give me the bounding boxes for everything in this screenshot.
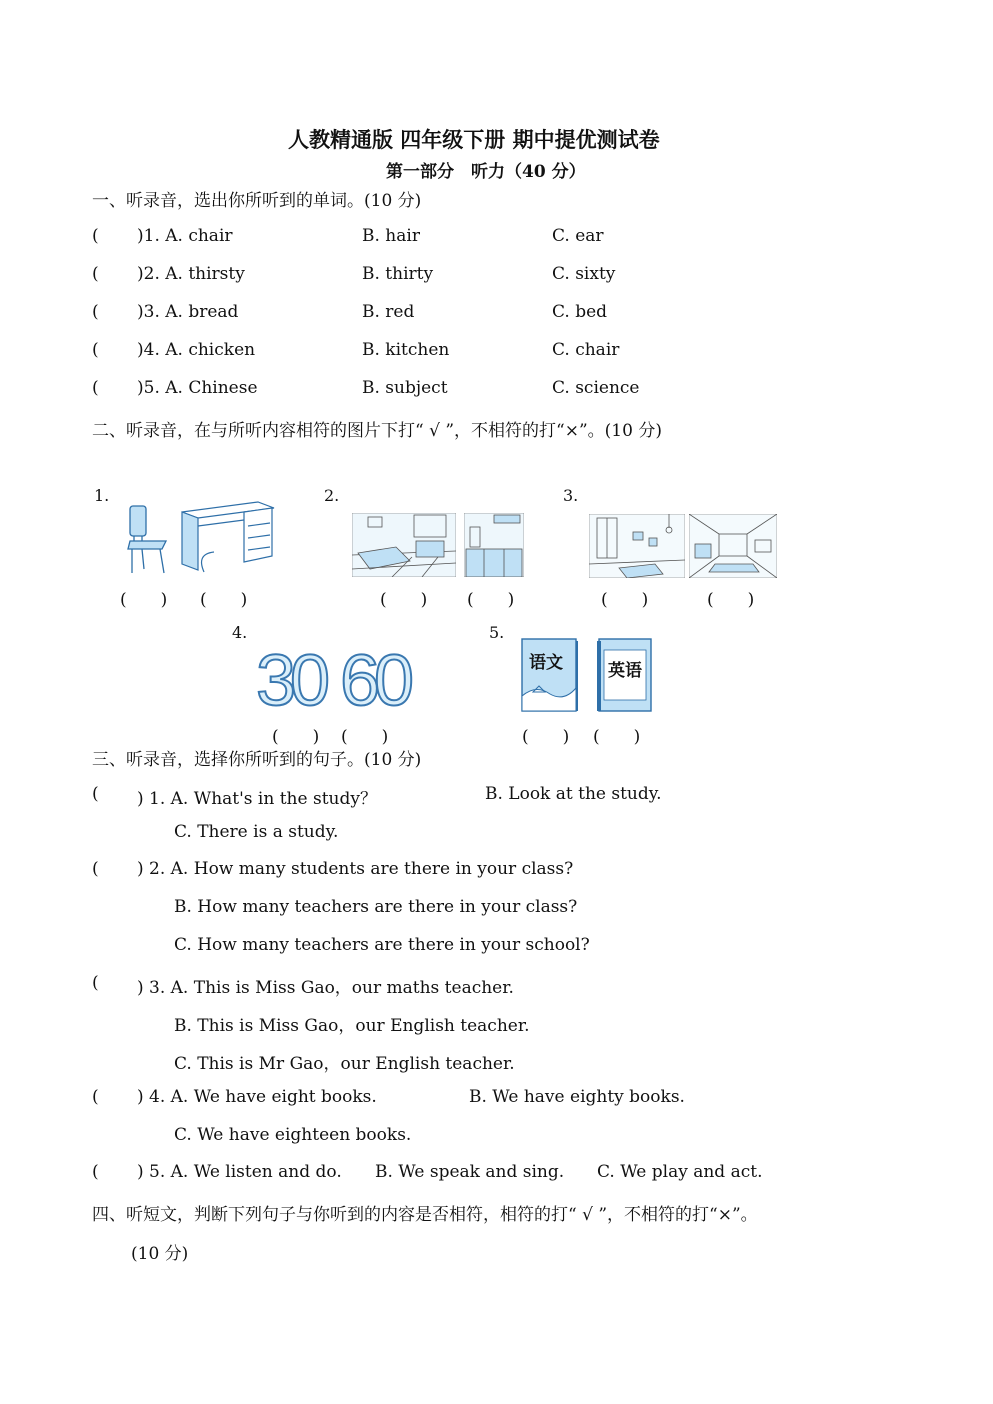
kitchen-picture bbox=[464, 513, 524, 577]
answer-paren[interactable]: ( bbox=[92, 1087, 99, 1107]
answer-blank-5a[interactable]: ( ) bbox=[522, 727, 570, 747]
s3-option-b: B. This is Miss Gao，our English teacher. bbox=[174, 1016, 530, 1036]
s1-option-c: C. There is a study. bbox=[174, 822, 339, 842]
s2-option-a: ) 2. A. How many students are there in your class? bbox=[137, 859, 574, 879]
part3-heading: 三、听录音，选择你所听到的句子。(10 分) bbox=[92, 750, 422, 770]
answer-paren[interactable]: ( bbox=[92, 226, 99, 246]
chinese-book-picture bbox=[521, 638, 579, 714]
answer-blank-5b[interactable]: ( ) bbox=[593, 727, 641, 747]
book-title-english: 英语 bbox=[608, 661, 642, 681]
answer-blank-3a[interactable]: ( ) bbox=[601, 590, 649, 610]
answer-paren[interactable]: ( bbox=[92, 302, 99, 322]
number-60: 60 bbox=[340, 641, 409, 721]
bedroom-picture bbox=[352, 513, 456, 577]
s4-option-a: ) 4. A. We have eight books. bbox=[137, 1087, 377, 1107]
answer-blank-2b[interactable]: ( ) bbox=[467, 590, 515, 610]
answer-blank-3b[interactable]: ( ) bbox=[707, 590, 755, 610]
s5-option-c: C. We play and act. bbox=[597, 1162, 763, 1182]
part4-score: (10 分) bbox=[131, 1244, 189, 1264]
q5-option-c: C. science bbox=[552, 378, 640, 398]
s3-option-c: C. This is Mr Gao，our English teacher. bbox=[174, 1054, 515, 1074]
q2-option-b: B. thirty bbox=[362, 264, 434, 284]
q1-option-a: )1. A. chair bbox=[137, 226, 233, 246]
part2-heading: 二、听录音，在与所听内容相符的图片下打“ √ ”，不相符的打“×”。(10 分) bbox=[92, 421, 662, 441]
s4-option-c: C. We have eighteen books. bbox=[174, 1125, 412, 1145]
q4-option-b: B. kitchen bbox=[362, 340, 450, 360]
bathroom-picture bbox=[589, 514, 685, 578]
part4-heading: 四、听短文，判断下列句子与你听到的内容是否相符，相符的打“ √ ”，不相符的打“×”。 bbox=[92, 1205, 758, 1225]
q2-option-a: )2. A. thirsty bbox=[137, 264, 245, 284]
s2-option-c: C. How many teachers are there in your school? bbox=[174, 935, 590, 955]
s3-option-a: ) 3. A. This is Miss Gao，our maths teacher. bbox=[137, 978, 514, 998]
s5-option-b: B. We speak and sing. bbox=[375, 1162, 565, 1182]
picture-label-1: 1. bbox=[94, 486, 110, 505]
book-title-chinese: 语文 bbox=[529, 653, 563, 673]
chair-picture bbox=[122, 503, 174, 575]
page-title: 人教精通版 四年级下册 期中提优测试卷 bbox=[288, 127, 660, 152]
english-book-picture bbox=[596, 638, 654, 714]
q2-option-c: C. sixty bbox=[552, 264, 616, 284]
section-subtitle: 第一部分 听力（40 分） bbox=[386, 162, 586, 182]
picture-label-5: 5. bbox=[489, 623, 505, 642]
s1-option-a: ) 1. A. What's in the study？ bbox=[137, 789, 377, 809]
answer-paren[interactable]: ( bbox=[92, 1162, 99, 1182]
number-30: 30 bbox=[256, 641, 325, 721]
answer-paren[interactable]: ( bbox=[92, 859, 99, 879]
s1-option-b: B. Look at the study. bbox=[485, 784, 662, 804]
picture-label-2: 2. bbox=[324, 486, 340, 505]
desk-picture bbox=[178, 500, 278, 576]
answer-paren[interactable]: ( bbox=[92, 264, 99, 284]
answer-blank-2a[interactable]: ( ) bbox=[380, 590, 428, 610]
answer-paren[interactable]: ( bbox=[92, 784, 99, 804]
q5-option-b: B. subject bbox=[362, 378, 448, 398]
part1-heading: 一、听录音，选出你所听到的单词。(10 分) bbox=[92, 191, 422, 211]
s5-option-a: ) 5. A. We listen and do. bbox=[137, 1162, 342, 1182]
answer-blank-4b[interactable]: ( ) bbox=[341, 727, 389, 747]
q5-option-a: )5. A. Chinese bbox=[137, 378, 258, 398]
answer-blank-4a[interactable]: ( ) bbox=[272, 727, 320, 747]
s2-option-b: B. How many teachers are there in your class? bbox=[174, 897, 578, 917]
q1-option-c: C. ear bbox=[552, 226, 604, 246]
q4-option-c: C. chair bbox=[552, 340, 620, 360]
answer-blank-1b[interactable]: ( ) bbox=[200, 590, 248, 610]
answer-paren[interactable]: ( bbox=[92, 378, 99, 398]
q3-option-a: )3. A. bread bbox=[137, 302, 239, 322]
answer-blank-1a[interactable]: ( ) bbox=[120, 590, 168, 610]
q4-option-a: )4. A. chicken bbox=[137, 340, 256, 360]
q3-option-b: B. red bbox=[362, 302, 415, 322]
picture-label-3: 3. bbox=[563, 486, 579, 505]
q1-option-b: B. hair bbox=[362, 226, 420, 246]
answer-paren[interactable]: ( bbox=[92, 973, 99, 993]
q3-option-c: C. bed bbox=[552, 302, 608, 322]
picture-label-4: 4. bbox=[232, 623, 248, 642]
answer-paren[interactable]: ( bbox=[92, 340, 99, 360]
living-room-picture bbox=[689, 514, 777, 578]
s4-option-b: B. We have eighty books. bbox=[469, 1087, 685, 1107]
